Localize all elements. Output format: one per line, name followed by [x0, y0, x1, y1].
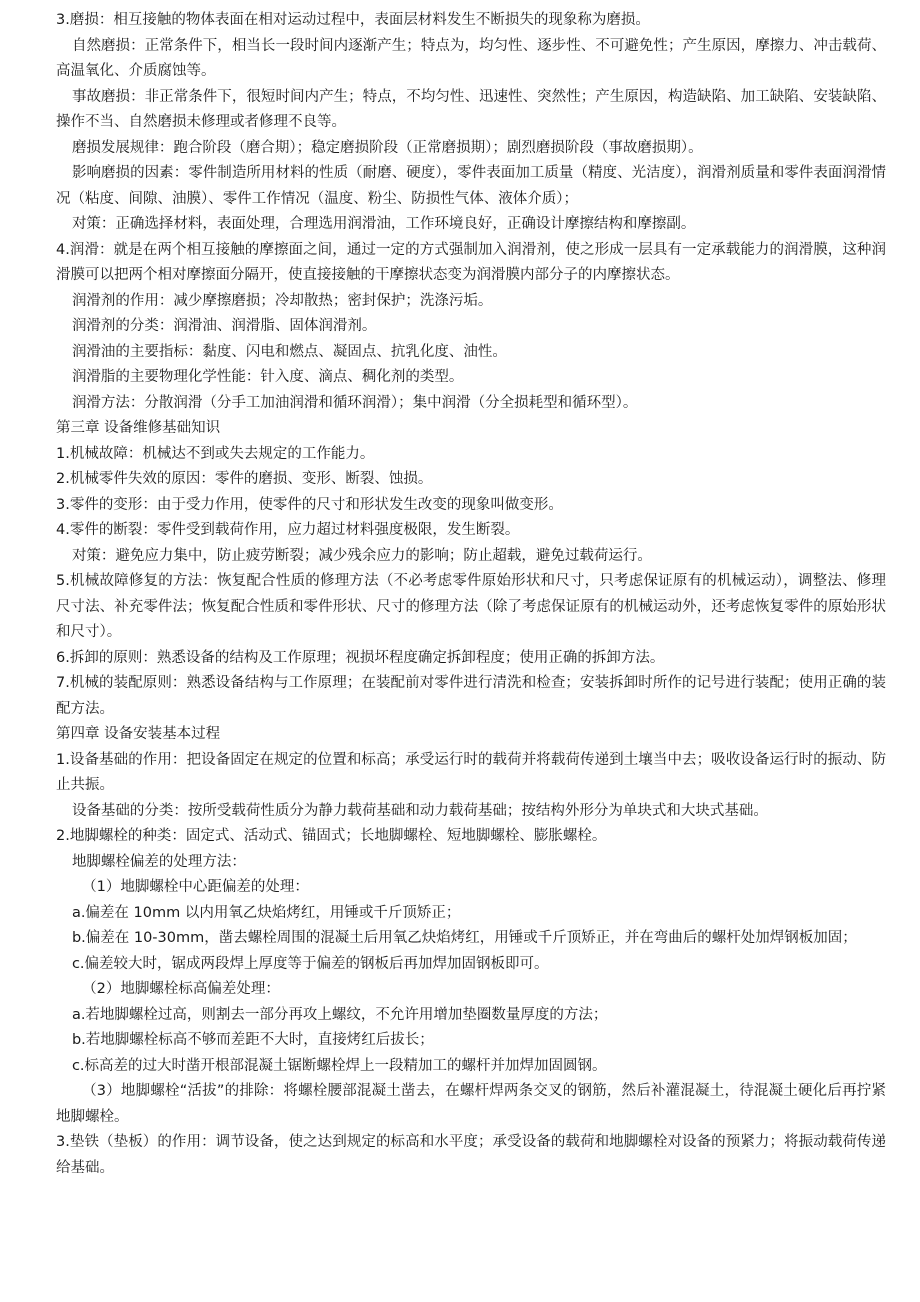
paragraph: 设备基础的分类：按所受载荷性质分为静力载荷基础和动力载荷基础；按结构外形分为单块式和大块式基础。 [71, 802, 768, 819]
paragraph: 4.润滑：就是在两个相互接触的摩擦面之间，通过一定的方式强制加入润滑剂，使之形成一层具有一定承载能力的润滑膜，这种润滑膜可以把两个相对摩擦面分隔开，使直接接触的干摩擦状态变为润滑膜内部分子的内摩擦状态。 [56, 241, 886, 283]
paragraph: 润滑脂的主要物理化学性能：针入度、滴点、稠化剂的类型。 [71, 369, 464, 385]
document-body [56, 8, 886, 1181]
paragraph: 3.磨损：相互接触的物体表面在相对运动过程中，表面层材料发生不断损失的现象称为磨损。 [56, 12, 650, 28]
paragraph: a.偏差在 10mm 以内用氧乙炔焰烤红，用锤或千斤顶矫正； [71, 904, 461, 921]
paragraph: 1.设备基础的作用：把设备固定在规定的位置和标高；承受运行时的载荷并将载荷传递到土壤当中去；吸收设备运行时的振动、防止共振。 [56, 751, 886, 793]
paragraph: 1.机械故障：机械达不到或失去规定的工作能力。 [56, 445, 375, 462]
paragraph: 润滑方法：分散润滑（分手工加油润滑和循环润滑）；集中润滑（分全损耗型和循环型）。 [71, 394, 638, 411]
paragraph: c.标高差的过大时凿开根部混凝土锯断螺栓焊上一段精加工的螺杆并加焊加固圆钢。 [71, 1057, 607, 1074]
paragraph: 3.零件的变形：由于受力作用，使零件的尺寸和形状发生改变的现象叫做变形。 [56, 496, 563, 513]
paragraph: 3.垫铁（垫板）的作用：调节设备，使之达到规定的标高和水平度；承受设备的载荷和地脚螺栓对设备的预紧力；将振动载荷传递给基础。 [56, 1134, 886, 1176]
paragraph: 润滑剂的作用：减少摩擦磨损；冷却散热；密封保护；洗涤污垢。 [71, 292, 493, 309]
paragraph: b.偏差在 10-30mm，凿去螺栓周围的混凝土后用氧乙炔焰烤红，用锤或千斤顶矫正，并在弯曲后的螺杆处加焊钢板加固； [71, 930, 857, 946]
paragraph: 润滑剂的分类：润滑油、润滑脂、固体润滑剂。 [71, 318, 377, 334]
paragraph: 2.机械零件失效的原因：零件的磨损、变形、断裂、蚀损。 [56, 471, 433, 487]
paragraph: b.若地脚螺栓标高不够而差距不大时，直接烤红后拔长； [71, 1032, 434, 1048]
paragraph: a.若地脚螺栓过高，则割去一部分再攻上螺纹，不允许用增加垫圈数量厚度的方法； [71, 1006, 608, 1023]
paragraph: 5.机械故障修复的方法：恢复配合性质的修理方法（不必考虑零件原始形状和尺寸，只考虑保证原有的机械运动），调整法、修理尺寸法、补充零件法；恢复配合性质和零件形状、尺寸的修理方法（除了考虑保证原有的机械运动外，还考虑恢复零件的原始形状和尺寸）。 [56, 573, 886, 640]
paragraph: 自然磨损：正常条件下，相当长一段时间内逐渐产生；特点为，均匀性、逐步性、不可避免性；产生原因，摩擦力、冲击载荷、高温氧化、介质腐蚀等。 [56, 37, 886, 79]
paragraph: 润滑油的主要指标：黏度、闪电和燃点、凝固点、抗乳化度、油性。 [71, 343, 507, 360]
paragraph: 6.拆卸的原则：熟悉设备的结构及工作原理；视损坏程度确定拆卸程度；使用正确的拆卸方法。 [56, 649, 665, 666]
paragraph: 第四章 设备安装基本过程 [56, 726, 221, 742]
paragraph: 事故磨损：非正常条件下，很短时间内产生；特点，不均匀性、迅速性、突然性；产生原因，构造缺陷、加工缺陷、安装缺陷、操作不当、自然磨损未修理或者修理不良等。 [56, 88, 886, 130]
paragraph: 第三章 设备维修基础知识 [56, 420, 221, 436]
paragraph: 对策：正确选择材料，表面处理，合理选用润滑油，工作环境良好，正确设计摩擦结构和摩擦副。 [71, 216, 696, 232]
paragraph: 磨损发展规律：跑合阶段（磨合期）；稳定磨损阶段（正常磨损期）；剧烈磨损阶段（事故磨损期）。 [71, 139, 703, 156]
paragraph: 地脚螺栓偏差的处理方法： [71, 853, 246, 870]
paragraph: （1）地脚螺栓中心距偏差的处理： [82, 879, 309, 895]
paragraph: 影响磨损的因素：零件制造所用材料的性质（耐磨、硬度），零件表面加工质量（精度、光洁度），润滑剂质量和零件表面润滑情况（粘度、间隙、油膜）、零件工作情况（温度、粉尘、防损性气体、液体介质）； [56, 165, 886, 207]
paragraph: 2.地脚螺栓的种类：固定式、活动式、锚固式；长地脚螺栓、短地脚螺栓、膨胀螺栓。 [56, 828, 607, 844]
paragraph: 7.机械的装配原则：熟悉设备结构与工作原理；在装配前对零件进行清洗和检查；安装拆卸时所作的记号进行装配；使用正确的装配方法。 [56, 675, 886, 717]
paragraph: 4.零件的断裂：零件受到载荷作用，应力超过材料强度极限，发生断裂。 [56, 522, 520, 538]
paragraph: 对策：避免应力集中，防止疲劳断裂；减少残余应力的影响；防止超载，避免过载荷运行。 [71, 547, 652, 564]
paragraph: （2）地脚螺栓标高偏差处理： [82, 981, 280, 997]
paragraph: （3）地脚螺栓“活拔”的排除：将螺栓腰部混凝土凿去，在螺杆焊两条交叉的钢筋，然后补灌混凝土，待混凝土硬化后再拧紧地脚螺栓。 [56, 1083, 886, 1125]
paragraph: c.偏差较大时，锯成两段焊上厚度等于偏差的钢板后再加焊加固钢板即可。 [71, 955, 549, 972]
